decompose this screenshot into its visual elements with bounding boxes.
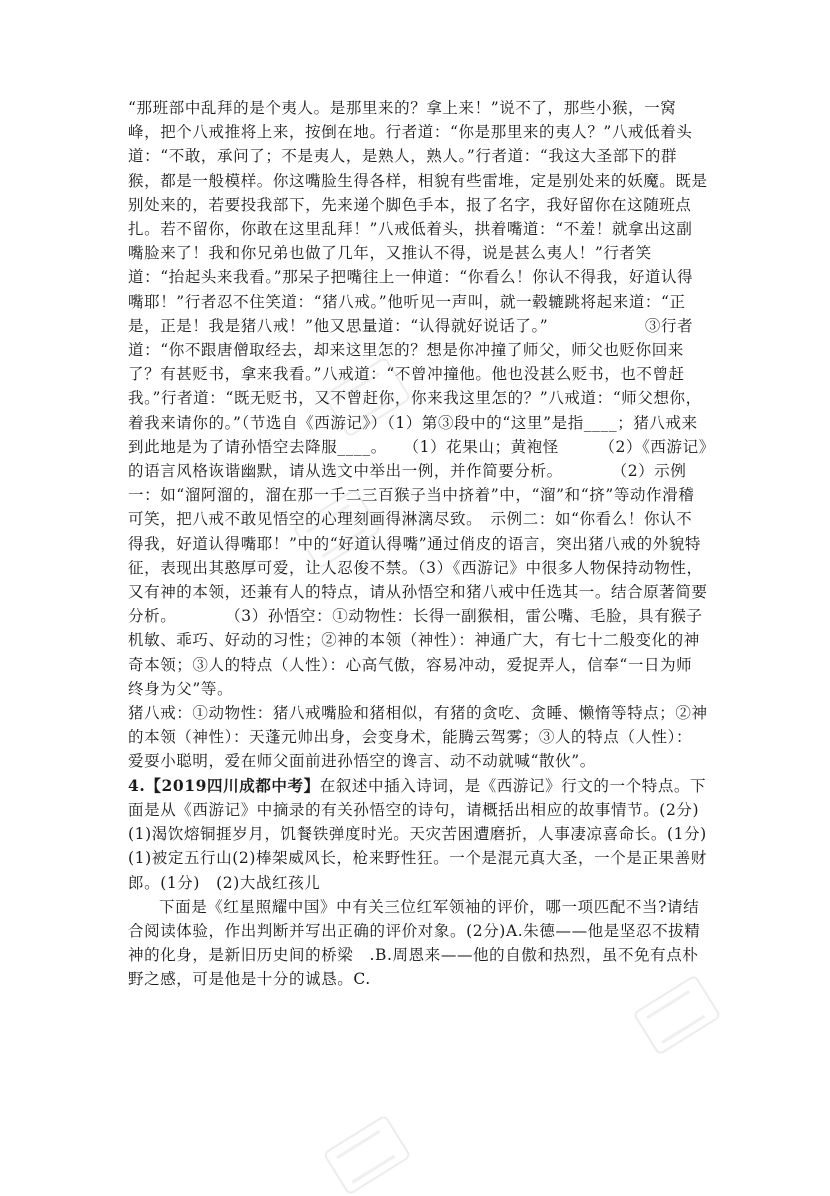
question-4-text: 在叙述中插入诗词，是《西游记》行文的一个特点。下面是从《西游记》中摘录的有关孙悟空的诗句，请概括出相应的故事情节。(2分)(1)渴饮熔铜捱岁月，饥餐铁弹度时光。天灾苦困遭磨折，人事凄凉喜命长。(1分) (1)被定五行山(2)棒架威风长，枪来野性狂。一个是混元真大圣，一个是正果善财郎。(1分) (2)大战红孩儿 — [128, 776, 756, 892]
passage-paragraph: “那班部中乱拜的是个夷人。是那里来的？拿上来！”说不了，那些小猴，一窝峰，把个八戒推将上来，按倒在地。行者道：“你是那里来的夷人？”八戒低着头道：“不敢，承问了；不是夷人，是熟人，熟人。”行者道：“我这大圣部下的群猴，都是一般模样。你这嘴脸生得各样，相貌有些雷堆，定是别处来的妖魔。既是别处来的，若要投我部下，先来递个脚色手本，报了名字，我好留你在这随班点扎。若不留你，你敢在这里乱拜！”八戒低着头，拱着嘴道：“不羞！就拿出这副嘴脸来了！我和你兄弟也做了几年，又推认不得，说是甚么夷人！”行者笑道：“抬起头来我看。”那呆子把嘴往上一伸道：“你看么！你认不得我，好道认得嘴耶！”行者忍不住笑道：“猪八戒。”他听见一声叫，就一毂辘跳将起来道：“正是，正是！我是猪八戒！”他又思量道：“认得就好说话了。” ③行者道：“你不跟唐僧取经去，却来这里怎的？想是你冲撞了师父，师父也贬你回来了？有甚贬书，拿来我看。”八戒道：“不曾冲撞他。他也没甚么贬书，也不曾赶我。”行者道：“既无贬书，又不曾赶你，你来我这里怎的？”八戒道：“师父想你，着我来请你的。”（节选自《西游记》）（1）第③段中的“这里”是指____；猪八戒来到此地是为了请孙悟空去降服____。 （1）花果山；黄袍怪 （2）《西游记》的语言风格诙谐幽默，请从选文中举出一例，并作简要分析。 （2）示例一：如“溜阿溜的，溜在那一千二三百猴子当中挤着”中，“溜”和“挤”等动作滑稽可笑，把八戒不敢见悟空的心理刻画得淋漓尽致。 示例二：如“你看么！你认不得我，好道认得嘴耶！”中的“好道认得嘴”通过俏皮的语言，突出猪八戒的外貌特征，表现出其憨厚可爱，让人忍俊不禁。（3）《西游记》中很多人物保持动物性，又有神的本领，还兼有人的特点，请从孙悟空和猪八戒中任选其一。结合原著简要分析。 （3）孙悟空：①动物性：长得一副猴相，雷公嘴、毛脸，具有猴子机敏、乖巧、好动的习性；②神的本领（神性）：神通广大，有七十二般变化的神奇本领；③人的特点（人性）：心高气傲，容易冲动，爱捉弄人，信奉“一日为师终身为父”等。 — [128, 99, 708, 698]
question-5: 下面是《红星照耀中国》中有关三位红军领袖的评价，哪一项匹配不当?请结合阅读体验，作出判断并写出正确的评价对象。(2分)A.朱德——他是坚忍不拔精神的化身，是新旧历史间的桥梁 .B.周恩来——他的自傲和热烈，虽不免有点朴野之感，可是他是十分的诚恳。C. — [128, 897, 701, 989]
watermark-logo — [322, 1114, 411, 1196]
answer-paragraph: 猪八戒：①动物性：猪八戒嘴脸和猪相似，有猪的贪吃、贪睡、懒惰等特点；②神的本领（神性）：天蓬元帅出身，会变身术，能腾云驾雾；③人的特点（人性）：爱耍小聪明，爱在师父面前进孙悟空的谗言、动不动就喊“散伙”。 — [128, 704, 708, 771]
question-4-label: 4.【2019四川成都中考】 — [128, 775, 320, 795]
document-body — [128, 96, 756, 992]
question-4 — [128, 774, 756, 895]
